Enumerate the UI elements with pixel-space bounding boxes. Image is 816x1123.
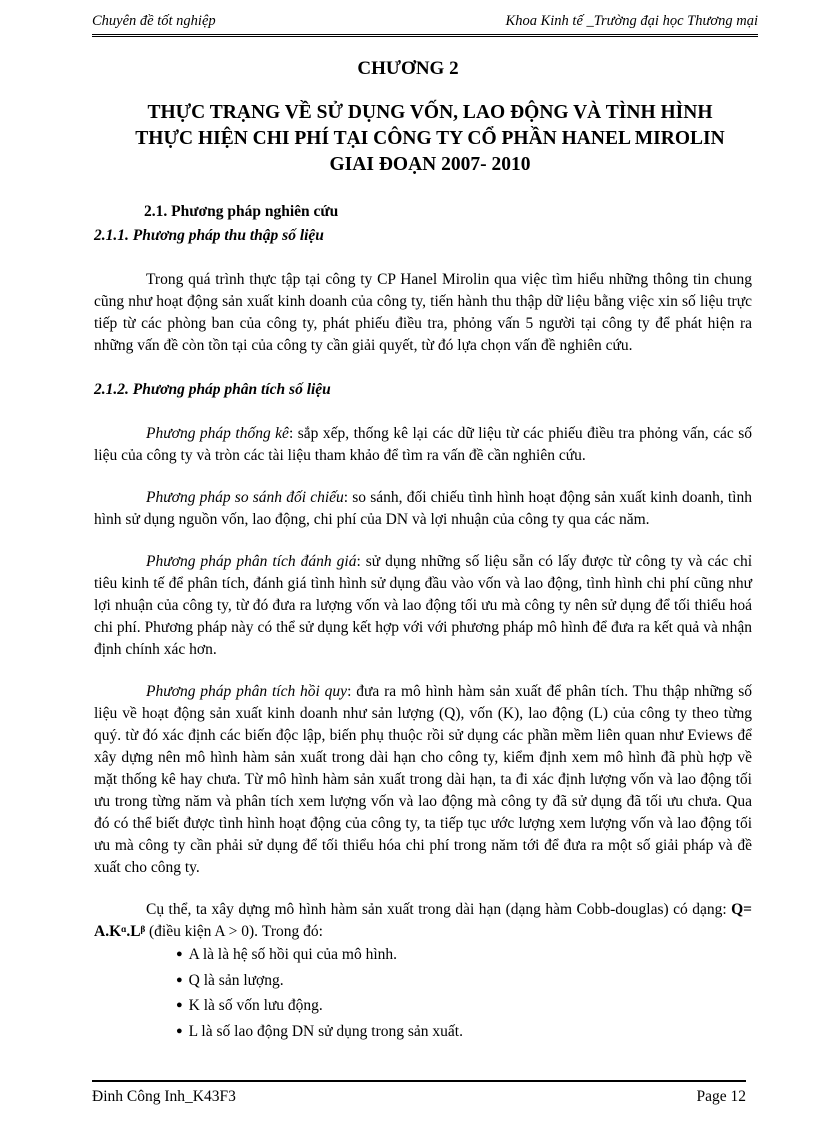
list-item: ● A là là hệ số hồi qui của mô hình.	[176, 943, 752, 969]
page-header	[92, 10, 758, 37]
chapter-title-line: THỰC TRẠNG VỀ SỬ DỤNG VỐN, LAO ĐỘNG VÀ TÌNH HÌNH	[147, 102, 713, 123]
method-name: Phương pháp thống kê	[146, 425, 289, 442]
chapter-title-line: GIAI ĐOẠN 2007- 2010	[329, 154, 531, 175]
header-left-text: Chuyên đề tốt nghiệp	[92, 13, 216, 29]
method-description: : đưa ra mô hình hàm sản xuất để phân tích. Thu thập những số liệu về hoạt động sản xuất kinh doanh như sản lượng (Q), vốn (K), lao động (L) của công ty theo từng quý. từ đó xác định các biến độc lập, biến phụ thuộc rồi sử dụng các phần mềm liên quan như Eviews để xây dựng nên mô hình hàm sản xuất trong dài hạn cho công ty, kiểm định xem mô hình đã phù hợp về mặt thống kê hay chưa. Từ mô hình hàm sản xuất trong dài hạn, ta đi xác định lượng vốn và lao động tối ưu trong từng năm và phân tích xem lượng vốn và lao động mà công ty đã sử dụng đã tối ưu chưa. Qua đó có thể biết được tình hình hoạt động của công ty, ta tiếp tục ước lượng xem lượng vốn và lao động tối ưu mà công ty cần phải sử dụng để tối thiểu hóa chi phí trong năm tới để đưa ra một số giải pháp và đề xuất cho công ty.	[94, 683, 752, 876]
chapter-heading: CHƯƠNG 2	[357, 58, 459, 79]
paragraph-data-collection: Trong quá trình thực tập tại công ty CP Hanel Mirolin qua việc tìm hiểu những thông tin chung cũng như hoạt động sản xuất kinh doanh của công ty, tiến hành thu thập dữ liệu bằng việc xin số liệu trực tiếp từ các phòng ban của công ty, phát phiếu điều tra, phỏng vấn 5 người tại công ty để phát hiện ra những vấn đề còn tồn tại của công ty cần giải quyết, từ đó lựa chọn vấn đề nghiên cứu.	[94, 271, 752, 354]
paragraph-method-comparison	[94, 487, 752, 531]
paragraph-method-evaluation	[94, 551, 752, 661]
variable-list	[94, 943, 752, 1045]
page-number: Page 12	[696, 1088, 746, 1105]
paragraph-method-statistics	[94, 423, 752, 467]
method-name: Phương pháp phân tích đánh giá	[146, 553, 357, 570]
paragraph-method-regression	[94, 681, 752, 879]
page-footer	[92, 1080, 746, 1112]
document-body	[94, 200, 752, 1045]
chapter-title-line: THỰC HIỆN CHI PHÍ TẠI CÔNG TY CỔ PHẦN HANEL MIROLIN	[135, 128, 725, 149]
list-item: ● L là số lao động DN sử dụng trong sản xuất.	[176, 1020, 752, 1046]
method-description: : sử dụng những số liệu sẵn có lấy được từ công ty và các chỉ tiêu kinh tế để phân tích, đánh giá tình hình sử dụng đầu vào vốn và lao động, tình hình chi phí cũng như lợi nhuận của công ty, từ đó đưa ra lượng vốn và lao động tối ưu mà công ty nên sử dụng để tối thiểu hoá chi phí. Phương pháp này có thể sử dụng kết hợp với với phương pháp mô hình để đưa ra kết quả và nhận định chính xác hơn.	[94, 553, 753, 658]
list-item: ● Q là sản lượng.	[176, 969, 752, 995]
section-heading-2-1-2: 2.1.2. Phương pháp phân tích số liệu	[94, 381, 331, 398]
model-intro: Cụ thể, ta xây dựng mô hình hàm sản xuất trong dài hạn (dạng hàm Cobb-douglas) có dạng:	[146, 901, 732, 918]
cobb-douglas-formula: Q= A.Kᵅ.Lᵝ	[94, 901, 752, 940]
footer-author: Đinh Công Inh_K43F3	[92, 1088, 236, 1105]
method-name: Phương pháp so sánh đối chiếu	[146, 489, 344, 506]
section-heading-2-1: 2.1. Phương pháp nghiên cứu	[144, 203, 339, 220]
method-description: : so sánh, đối chiếu tình hình hoạt động sản xuất kinh doanh, tình hình sử dụng nguồn vốn, lao động, chi phí của DN và lợi nhuận của công ty qua các năm.	[94, 489, 752, 528]
method-name: Phương pháp phân tích hồi quy	[146, 683, 348, 700]
method-description: : sắp xếp, thống kê lại các dữ liệu từ các phiếu điều tra phỏng vấn, các số liệu của công ty và tròn các tài liệu tham khảo để tìm ra vấn đề cần nghiên cứu.	[94, 425, 752, 464]
section-heading-2-1-1: 2.1.1. Phương pháp thu thập số liệu	[94, 227, 324, 244]
header-right-text: Khoa Kinh tế _Trường đại học Thương mại	[505, 13, 758, 29]
paragraph-model	[94, 899, 752, 943]
model-condition: (điều kiện A > 0). Trong đó:	[145, 923, 323, 940]
list-item: ● K là số vốn lưu động.	[176, 994, 752, 1020]
chapter-title	[110, 100, 750, 178]
